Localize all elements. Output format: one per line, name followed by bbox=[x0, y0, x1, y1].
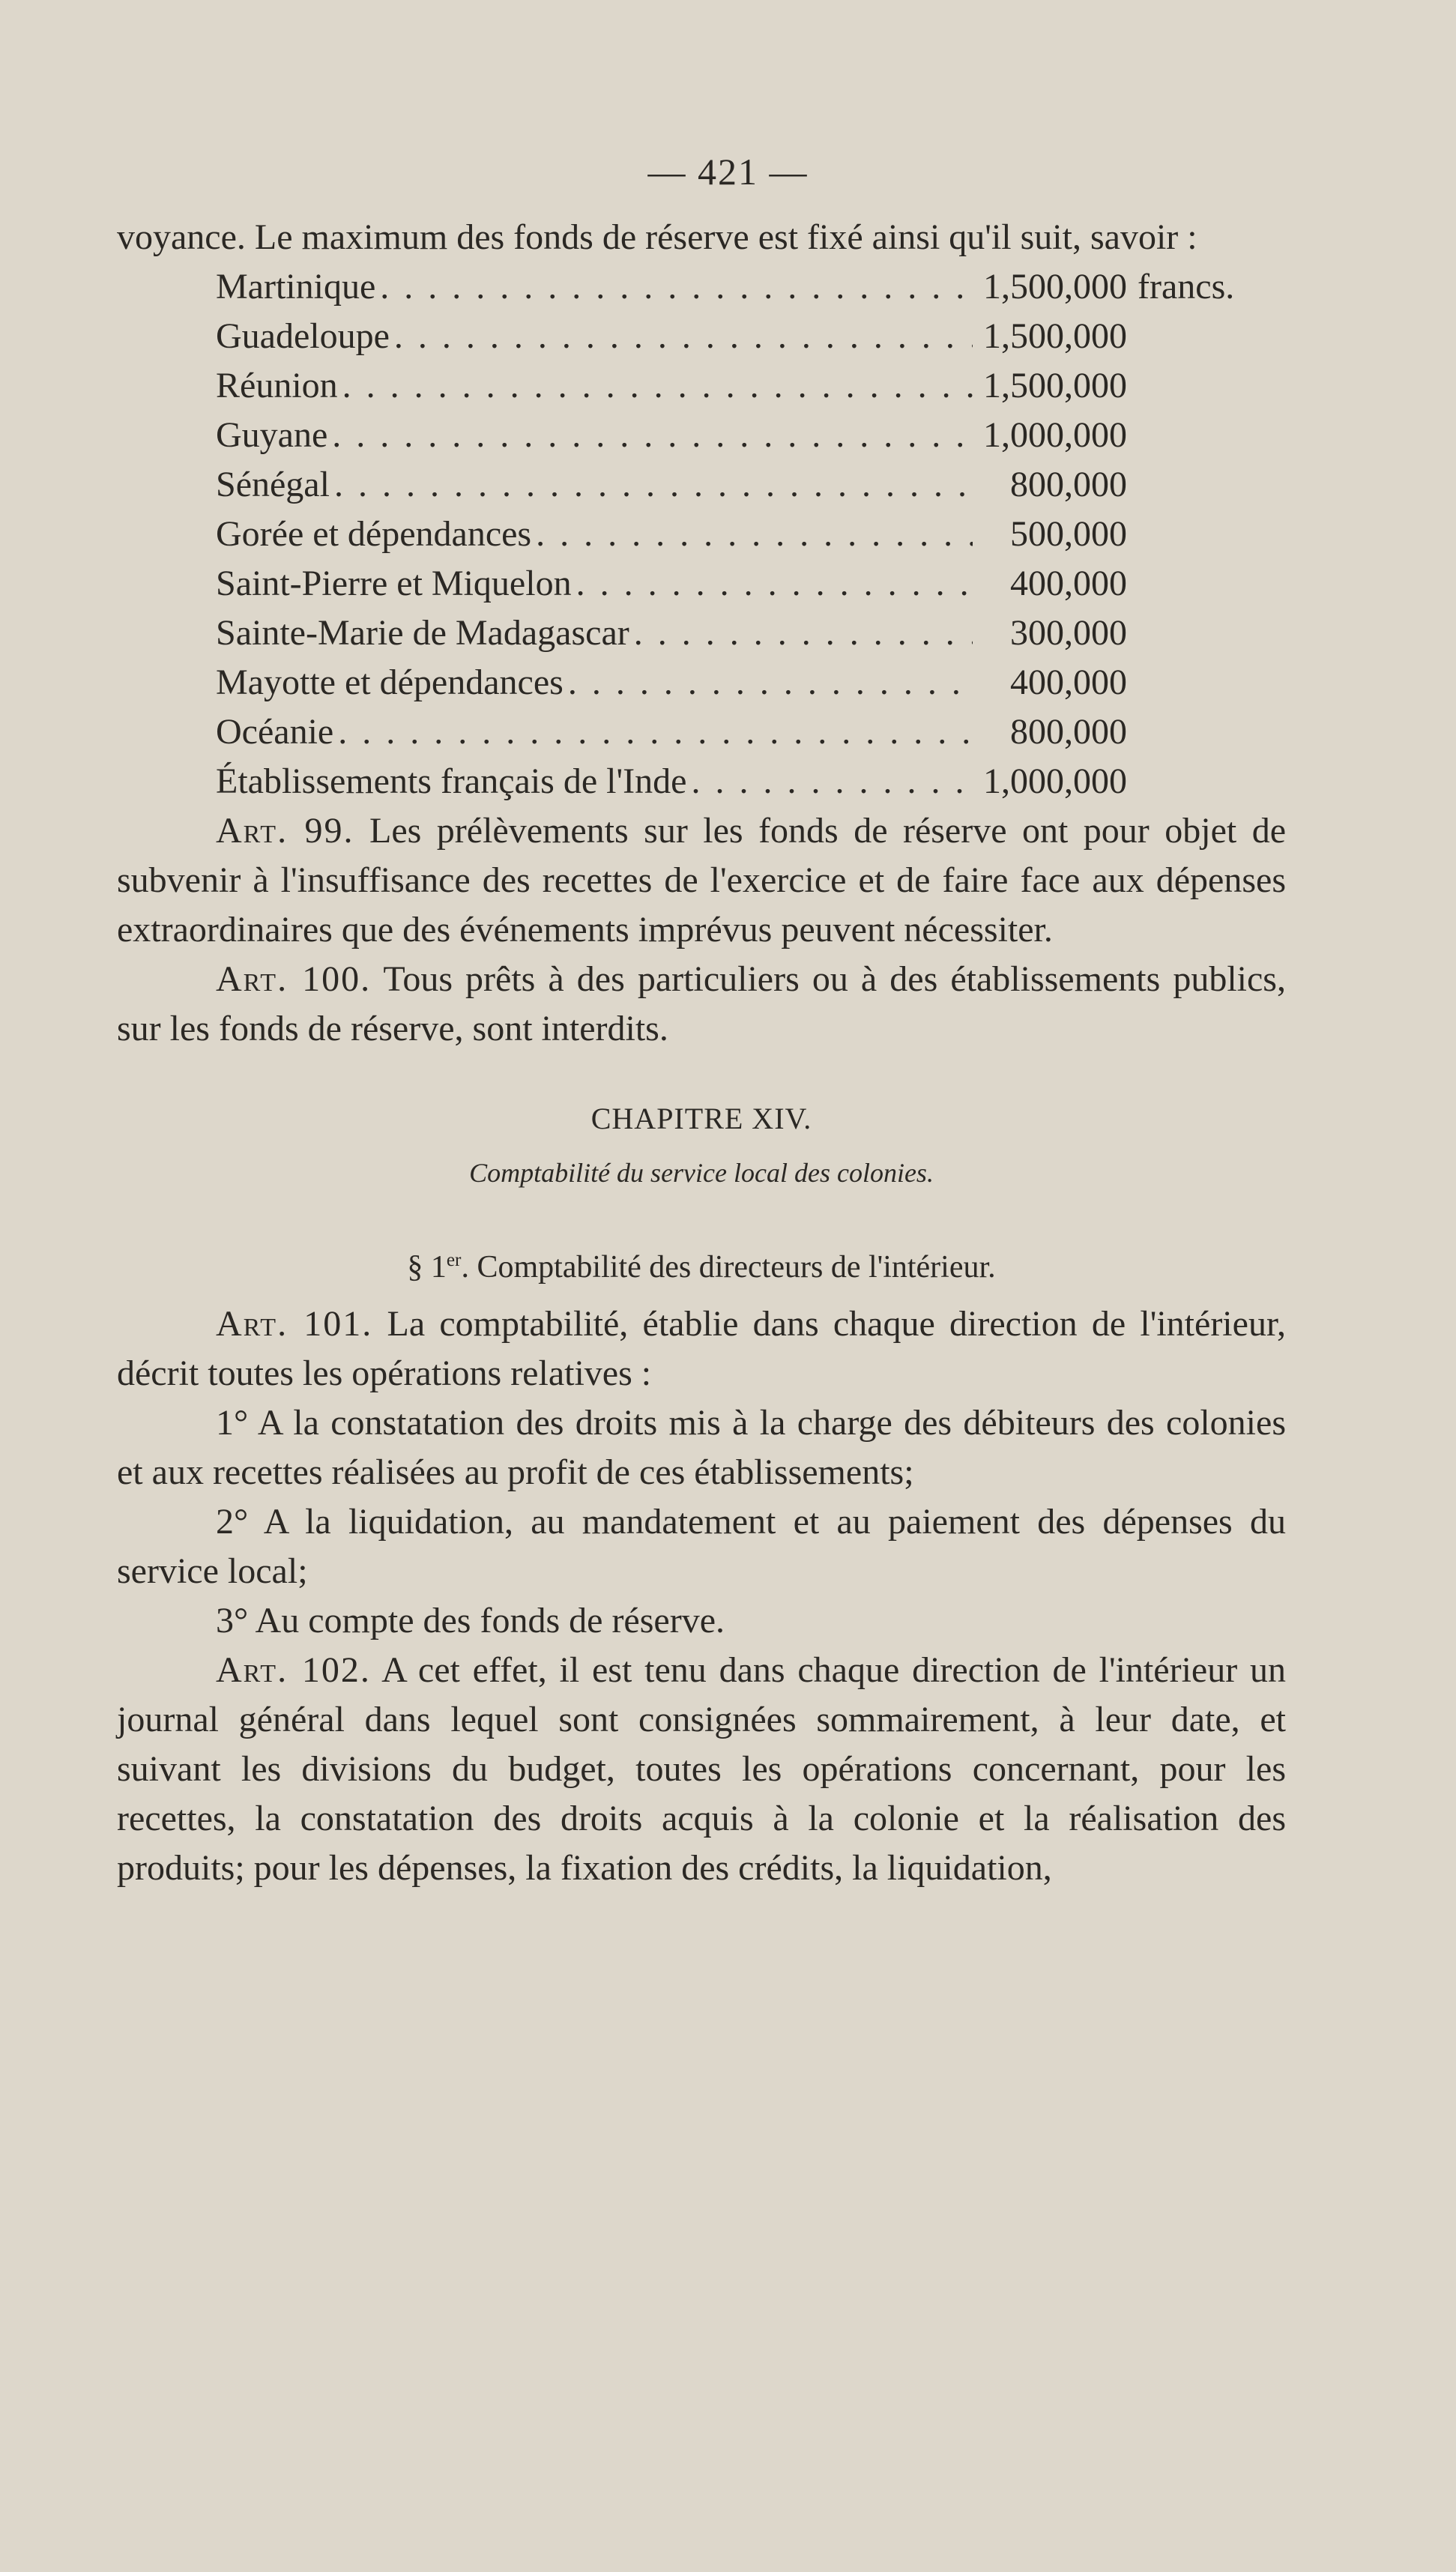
section-title bbox=[117, 1243, 1286, 1292]
section-marker: § 1 bbox=[407, 1250, 447, 1285]
table-row bbox=[216, 757, 1257, 806]
leader-dots bbox=[536, 510, 973, 559]
leader-dots bbox=[634, 609, 973, 658]
leader-dots bbox=[576, 559, 973, 609]
colony-amount: 1,500,000 bbox=[983, 366, 1127, 405]
table-row bbox=[216, 658, 1257, 707]
intro-paragraph: voyance. Le maximum des fonds de réserve est fixé ainsi qu'il suit, savoir : bbox=[117, 217, 1197, 257]
article-label: Art. 102. bbox=[216, 1650, 371, 1690]
article-99 bbox=[117, 806, 1286, 955]
leader-dots bbox=[332, 411, 973, 460]
article-100 bbox=[117, 955, 1286, 1054]
section-title-text: . Comptabilité des directeurs de l'intérieur. bbox=[461, 1250, 996, 1285]
table-row bbox=[216, 460, 1257, 510]
colony-amount: 800,000 bbox=[1010, 712, 1127, 752]
colony-name: Gorée et dépendances bbox=[216, 514, 532, 554]
table-row bbox=[216, 707, 1257, 757]
article-label: Art. 99. bbox=[216, 811, 354, 851]
colony-name: Océanie bbox=[216, 712, 334, 752]
table-row bbox=[216, 262, 1257, 312]
table-row bbox=[216, 510, 1257, 559]
body-text bbox=[117, 213, 1286, 1893]
section-sup: er bbox=[446, 1250, 462, 1270]
article-101 bbox=[117, 1299, 1286, 1398]
article-text: Les prélèvements sur les fonds de réserve ont pour objet de subvenir à l'insuffisance des recettes de l'exercice et de faire face aux dépenses extraordinaires que des événements imprévus peuvent nécessiter. bbox=[117, 811, 1287, 950]
table-row bbox=[216, 411, 1257, 460]
reserve-table bbox=[216, 262, 1257, 806]
colony-amount: 400,000 bbox=[1010, 564, 1127, 603]
chapter-title: CHAPITRE XIV. bbox=[590, 1102, 812, 1135]
colony-name: Saint-Pierre et Miquelon bbox=[216, 564, 572, 603]
table-row bbox=[216, 609, 1257, 658]
article-102 bbox=[117, 1646, 1286, 1893]
colony-name: Martinique bbox=[216, 267, 376, 307]
colony-amount: 1,000,000 bbox=[983, 761, 1127, 801]
article-text: A cet effet, il est tenu dans chaque direction de l'intérieur un journal général dans lequel sont consignées sommairement, à leur date, et suivant les divisions du budget, toutes les opérations concernant, pour les recettes, la constatation des droits acquis à la colonie et la réalisation des produits; pour les dépenses, la fixation des crédits, la liquidation, bbox=[117, 1650, 1287, 1888]
colony-name: Réunion bbox=[216, 366, 338, 405]
table-row bbox=[216, 361, 1257, 411]
colony-name: Établissements français de l'Inde bbox=[216, 761, 687, 801]
leader-dots bbox=[380, 262, 973, 312]
colony-name: Guadeloupe bbox=[216, 316, 390, 356]
colony-name: Guyane bbox=[216, 415, 328, 455]
leader-dots bbox=[691, 757, 973, 806]
list-item: 2° A la liquidation, au mandatement et au paiement des dépenses du service local; bbox=[117, 1502, 1286, 1591]
colony-amount: 400,000 bbox=[1010, 662, 1127, 702]
colony-name: Mayotte et dépendances bbox=[216, 662, 564, 702]
list-item: 1° A la constatation des droits mis à la charge des débiteurs des colonies et aux recettes réalisées au profit de ces établissements; bbox=[117, 1403, 1286, 1492]
leader-dots bbox=[338, 707, 973, 757]
amount-unit: francs. bbox=[1138, 267, 1235, 307]
article-label: Art. 100. bbox=[216, 959, 372, 999]
article-text: La comptabilité, établie dans chaque direction de l'intérieur, décrit toutes les opérations relatives : bbox=[117, 1304, 1287, 1393]
table-row bbox=[216, 559, 1257, 609]
colony-amount: 300,000 bbox=[1010, 613, 1127, 653]
chapter-subtitle: Comptabilité du service local des colonies. bbox=[469, 1158, 934, 1188]
page-number: — 421 — bbox=[647, 151, 809, 193]
table-row bbox=[216, 312, 1257, 361]
leader-dots bbox=[342, 361, 973, 411]
list-item: 3° Au compte des fonds de réserve. bbox=[216, 1601, 725, 1640]
article-text: Tous prêts à des particuliers ou à des établissements publics, sur les fonds de réserve, sont interdits. bbox=[117, 959, 1286, 1048]
colony-amount: 1,000,000 bbox=[983, 415, 1127, 455]
colony-name: Sénégal bbox=[216, 465, 330, 504]
colony-name: Sainte-Marie de Madagascar bbox=[216, 613, 629, 653]
colony-amount: 1,500,000 bbox=[983, 316, 1127, 356]
leader-dots bbox=[394, 312, 973, 361]
colony-amount: 1,500,000 bbox=[983, 267, 1127, 307]
leader-dots bbox=[568, 658, 973, 707]
colony-amount: 500,000 bbox=[1010, 514, 1127, 554]
leader-dots bbox=[334, 460, 973, 510]
article-label: Art. 101. bbox=[216, 1304, 373, 1344]
colony-amount: 800,000 bbox=[1010, 465, 1127, 504]
